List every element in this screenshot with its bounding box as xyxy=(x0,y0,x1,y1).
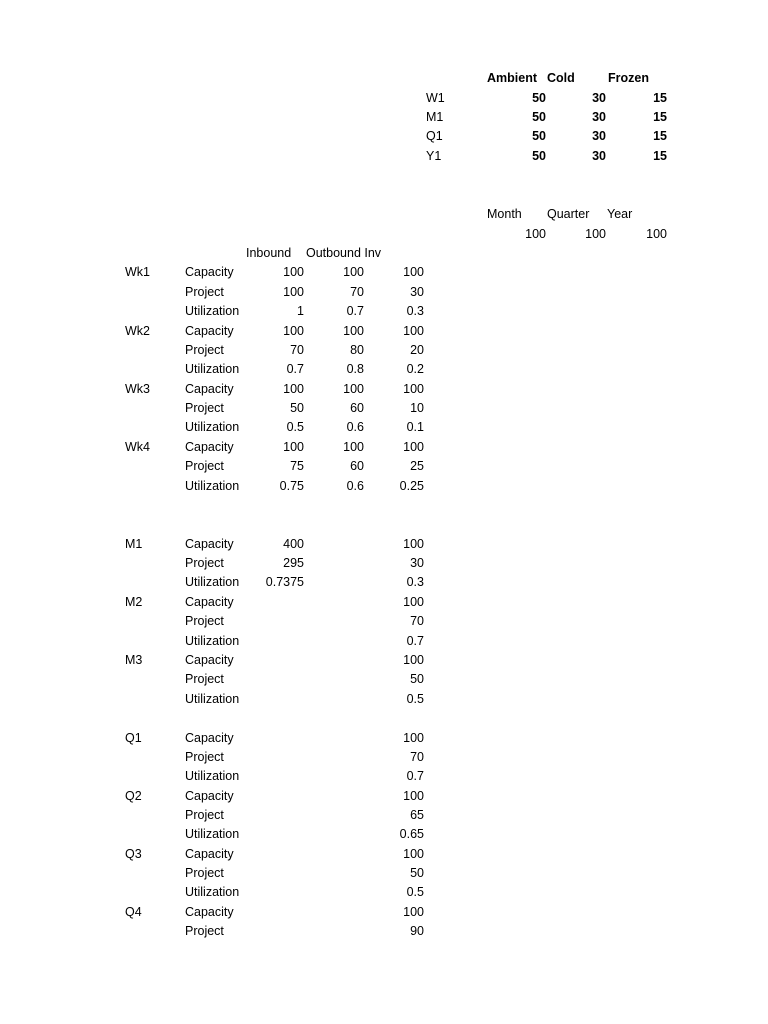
storage-cell: 15 xyxy=(653,129,667,143)
inv-cell: 100 xyxy=(403,731,424,745)
metric-label: Utilization xyxy=(185,575,240,589)
metric-label: Capacity xyxy=(185,653,234,667)
inv-cell: 100 xyxy=(403,265,424,279)
metric-label: Capacity xyxy=(185,905,234,919)
inv-cell: 0.5 xyxy=(406,885,424,899)
outbound-cell: 100 xyxy=(343,324,364,338)
outbound-cell: 60 xyxy=(350,401,364,415)
inbound-cell: 100 xyxy=(283,265,304,279)
metric-label: Utilization xyxy=(185,304,240,318)
metric-label: Project xyxy=(185,750,224,764)
inv-cell: 0.3 xyxy=(406,304,424,318)
outbound-cell: 100 xyxy=(343,265,364,279)
column-header-outbound-inv: Outbound Inv xyxy=(306,246,382,260)
metric-label: Project xyxy=(185,556,224,570)
inv-cell: 100 xyxy=(403,789,424,803)
period-header-quarter: Quarter xyxy=(547,207,590,221)
metric-label: Utilization xyxy=(185,769,240,783)
metric-label: Capacity xyxy=(185,789,234,803)
storage-cell: 30 xyxy=(592,129,606,143)
metric-label: Project xyxy=(185,401,224,415)
metric-label: Capacity xyxy=(185,595,234,609)
storage-cell: 15 xyxy=(653,91,667,105)
outbound-cell: 100 xyxy=(343,440,364,454)
inbound-cell: 400 xyxy=(283,537,304,551)
storage-header-ambient: Ambient xyxy=(487,71,537,85)
metric-label: Capacity xyxy=(185,847,234,861)
outbound-cell: 0.6 xyxy=(346,479,364,493)
metric-label: Capacity xyxy=(185,382,234,396)
storage-header-frozen: Frozen xyxy=(608,71,649,85)
inv-cell: 100 xyxy=(403,537,424,551)
outbound-cell: 0.6 xyxy=(346,420,364,434)
period-header-month: Month xyxy=(487,207,522,221)
inv-cell: 100 xyxy=(403,905,424,919)
inv-cell: 100 xyxy=(403,847,424,861)
storage-row-label: W1 xyxy=(426,91,445,105)
inv-cell: 0.5 xyxy=(406,692,424,706)
storage-cell: 15 xyxy=(653,110,667,124)
inv-cell: 70 xyxy=(410,750,424,764)
inv-cell: 50 xyxy=(410,866,424,880)
outbound-cell: 70 xyxy=(350,285,364,299)
inv-cell: 20 xyxy=(410,343,424,357)
metric-label: Capacity xyxy=(185,731,234,745)
metric-label: Capacity xyxy=(185,537,234,551)
group-label-month: M2 xyxy=(125,595,143,609)
group-label-week: Wk1 xyxy=(125,265,150,279)
period-value-year: 100 xyxy=(646,227,667,241)
inv-cell: 30 xyxy=(410,285,424,299)
metric-label: Project xyxy=(185,672,224,686)
group-label-week: Wk3 xyxy=(125,382,150,396)
inv-cell: 25 xyxy=(410,459,424,473)
outbound-cell: 80 xyxy=(350,343,364,357)
inv-cell: 0.65 xyxy=(399,827,424,841)
inv-cell: 100 xyxy=(403,595,424,609)
inv-cell: 0.2 xyxy=(406,362,424,376)
outbound-cell: 100 xyxy=(343,382,364,396)
metric-label: Project xyxy=(185,924,224,938)
inbound-cell: 70 xyxy=(290,343,304,357)
group-label-quarter: Q1 xyxy=(125,731,142,745)
outbound-cell: 0.8 xyxy=(346,362,364,376)
storage-row-label: Y1 xyxy=(426,149,442,163)
storage-cell: 50 xyxy=(532,110,546,124)
inbound-cell: 100 xyxy=(283,324,304,338)
group-label-month: M1 xyxy=(125,537,143,551)
inbound-cell: 0.75 xyxy=(279,479,304,493)
inv-cell: 10 xyxy=(410,401,424,415)
inbound-cell: 1 xyxy=(297,304,304,318)
group-label-quarter: Q4 xyxy=(125,905,142,919)
period-header-year: Year xyxy=(607,207,633,221)
storage-cell: 30 xyxy=(592,110,606,124)
inbound-cell: 0.7 xyxy=(286,362,304,376)
inv-cell: 30 xyxy=(410,556,424,570)
outbound-cell: 0.7 xyxy=(346,304,364,318)
metric-label: Project xyxy=(185,459,224,473)
inv-cell: 90 xyxy=(410,924,424,938)
inv-cell: 0.25 xyxy=(399,479,424,493)
metric-label: Project xyxy=(185,343,224,357)
metric-label: Utilization xyxy=(185,692,240,706)
metric-label: Utilization xyxy=(185,885,240,899)
inv-cell: 100 xyxy=(403,324,424,338)
group-label-quarter: Q2 xyxy=(125,789,142,803)
inv-cell: 100 xyxy=(403,653,424,667)
group-label-month: M3 xyxy=(125,653,143,667)
metric-label: Project xyxy=(185,808,224,822)
inv-cell: 100 xyxy=(403,440,424,454)
metric-label: Utilization xyxy=(185,634,240,648)
metric-label: Utilization xyxy=(185,827,240,841)
storage-header-cold: Cold xyxy=(547,71,575,85)
storage-cell: 30 xyxy=(592,149,606,163)
metric-label: Utilization xyxy=(185,362,240,376)
metric-label: Project xyxy=(185,285,224,299)
storage-cell: 30 xyxy=(592,91,606,105)
metric-label: Utilization xyxy=(185,479,240,493)
inbound-cell: 100 xyxy=(283,440,304,454)
inbound-cell: 100 xyxy=(283,382,304,396)
metric-label: Utilization xyxy=(185,420,240,434)
inv-cell: 100 xyxy=(403,382,424,396)
inv-cell: 0.7 xyxy=(406,634,424,648)
inbound-cell: 0.5 xyxy=(286,420,304,434)
inbound-cell: 0.7375 xyxy=(265,575,304,589)
group-label-quarter: Q3 xyxy=(125,847,142,861)
period-value-quarter: 100 xyxy=(585,227,606,241)
inv-cell: 50 xyxy=(410,672,424,686)
outbound-cell: 60 xyxy=(350,459,364,473)
inv-cell: 0.3 xyxy=(406,575,424,589)
metric-label: Project xyxy=(185,614,224,628)
inbound-cell: 50 xyxy=(290,401,304,415)
storage-row-label: M1 xyxy=(426,110,444,124)
group-label-week: Wk2 xyxy=(125,324,150,338)
storage-cell: 50 xyxy=(532,91,546,105)
inbound-cell: 75 xyxy=(290,459,304,473)
storage-row-label: Q1 xyxy=(426,129,443,143)
column-header-inbound: Inbound xyxy=(246,246,292,260)
storage-cell: 50 xyxy=(532,149,546,163)
inbound-cell: 295 xyxy=(283,556,304,570)
storage-cell: 15 xyxy=(653,149,667,163)
inv-cell: 70 xyxy=(410,614,424,628)
metric-label: Capacity xyxy=(185,324,234,338)
storage-cell: 50 xyxy=(532,129,546,143)
group-label-week: Wk4 xyxy=(125,440,150,454)
metric-label: Capacity xyxy=(185,440,234,454)
metric-label: Capacity xyxy=(185,265,234,279)
inv-cell: 65 xyxy=(410,808,424,822)
period-value-month: 100 xyxy=(525,227,546,241)
inv-cell: 0.7 xyxy=(406,769,424,783)
inbound-cell: 100 xyxy=(283,285,304,299)
metric-label: Project xyxy=(185,866,224,880)
inv-cell: 0.1 xyxy=(406,420,424,434)
